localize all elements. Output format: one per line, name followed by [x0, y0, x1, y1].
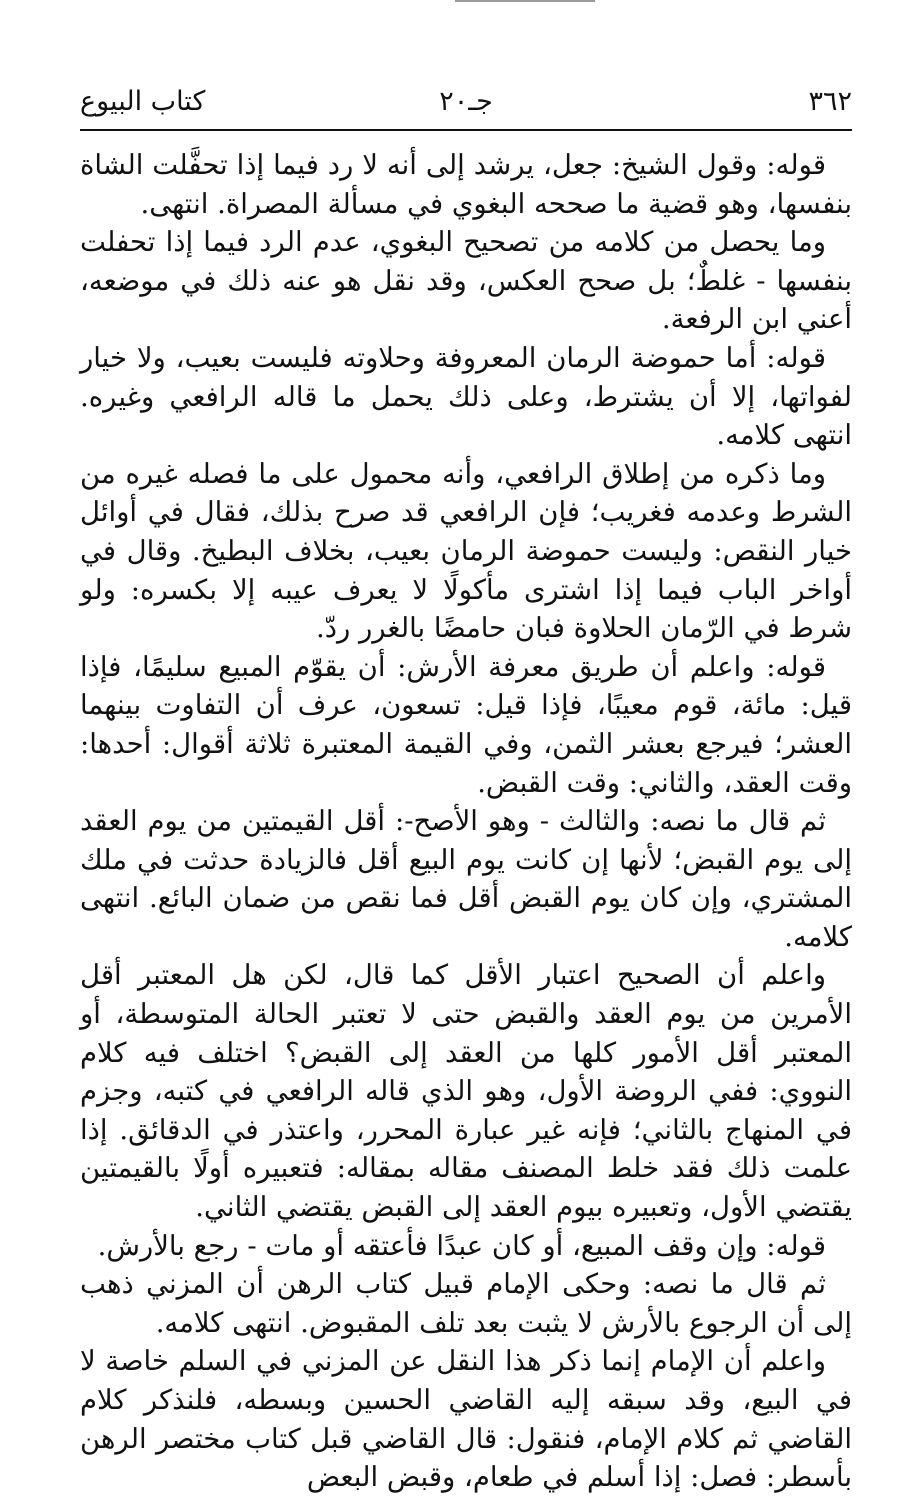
- paragraph: قوله: أما حموضة الرمان المعروفة وحلاوته فليست بعيب، ولا خيار لفواتها، إلا أن يشترط، وعلى ذلك يحمل ما قاله الرافعي وغيره. انتهى كلامه.: [80, 341, 852, 452]
- paragraph: قوله: وإن وقف المبيع، أو كان عبدًا فأعتقه أو مات - رجع بالأرش.: [97, 1229, 826, 1262]
- paragraph: قوله: واعلم أن طريق معرفة الأرش: أن يقوّم المبيع سليمًا، فإذا قيل: مائة، قوم معيبًا، فإذا قيل: تسعون، عرف أن التفاوت بينهما العشر؛ فيرجع بعشر الثمن، وفي القيمة المعتبرة ثلاثة أقوال: أحدها: وقت العقد، والثاني: وقت القبض.: [80, 650, 852, 799]
- header-rule: [80, 129, 852, 131]
- scan-edge-mark: [455, 0, 595, 2]
- volume-label: جـ٢٠: [439, 86, 493, 117]
- paragraph: واعلم أن الصحيح اعتبار الأقل كما قال، لكن هل المعتبر أقل الأمرين من يوم العقد والقبض حتى لا تعتبر الحالة المتوسطة، أو المعتبر أقل الأمور كلها من العقد إلى القبض؟ اختلف فيه كلام النووي: ففي الروضة الأول، وهو الذي قاله الرافعي في كتبه، وجزم في المنهاج بالثاني؛ فإنه غير عبارة المحرر، واعتذر في الدقائق. إذا علمت ذلك فقد خلط المصنف مقاله بمقاله: فتعبيره أولًا بالقيمتين يقتضي الأول، وتعبيره بيوم العقد إلى القبض يقتضي الثاني.: [80, 959, 852, 1224]
- paragraph: واعلم أن الإمام إنما ذكر هذا النقل عن المزني في السلم خاصة لا في البيع، وقد سبقه إليه القاضي الحسين وبسطه، فلنذكر كلام القاضي ثم كلام الإمام، فنقول: قال القاضي قبل كتاب مختصر الرهن بأسطر: فصل: إذا أسلم في طعام، وقبض البعض: [80, 1345, 852, 1494]
- paragraph: قوله: وقول الشيخ: جعل، يرشد إلى أنه لا رد فيما إذا تحفَّلت الشاة بنفسها، وهو قضية ما صححه البغوي في مسألة المصراة. انتهى.: [80, 149, 852, 220]
- paragraph: ثم قال ما نصه: والثالث - وهو الأصح-: أقل القيمتين من يوم العقد إلى يوم القبض؛ لأنها إن كانت يوم البيع أقل فالزيادة حدثت في ملك المشتري، وإن كان يوم القبض أقل فما نقص من ضمان البائع. انتهى كلامه.: [80, 805, 852, 953]
- page-header: [80, 84, 852, 122]
- paragraph: وما يحصل من كلامه من تصحيح البغوي، عدم الرد فيما إذا تحفلت بنفسها - غلطٌ؛ بل صحح العكس، وقد نقل هو عنه ذلك في موضعه، أعني ابن الرفعة.: [80, 226, 852, 336]
- paragraph: ثم قال ما نصه: وحكى الإمام قبيل كتاب الرهن أن المزني ذهب إلى أن الرجوع بالأرش لا يثبت بعد تلف المقبوض. انتهى كلامه.: [80, 1268, 852, 1339]
- body-text: [80, 146, 852, 1494]
- paragraph: وما ذكره من إطلاق الرافعي، وأنه محمول على ما فصله غيره من الشرط وعدمه فغريب؛ فإن الرافعي قد صرح بذلك، فقال في أوائل خيار النقص: وليست حموضة الرمان بعيب، بخلاف البطيخ. وقال في أواخر الباب فيما إذا اشترى مأكولًا لا يعرف عيبه إلا بكسره: ولو شرط في الرّمان الحلاوة فبان حامضًا بالغرر ردّ.: [80, 457, 852, 645]
- page-number: ٣٦٢: [808, 86, 852, 117]
- book-title: كتاب البيوع: [80, 86, 206, 117]
